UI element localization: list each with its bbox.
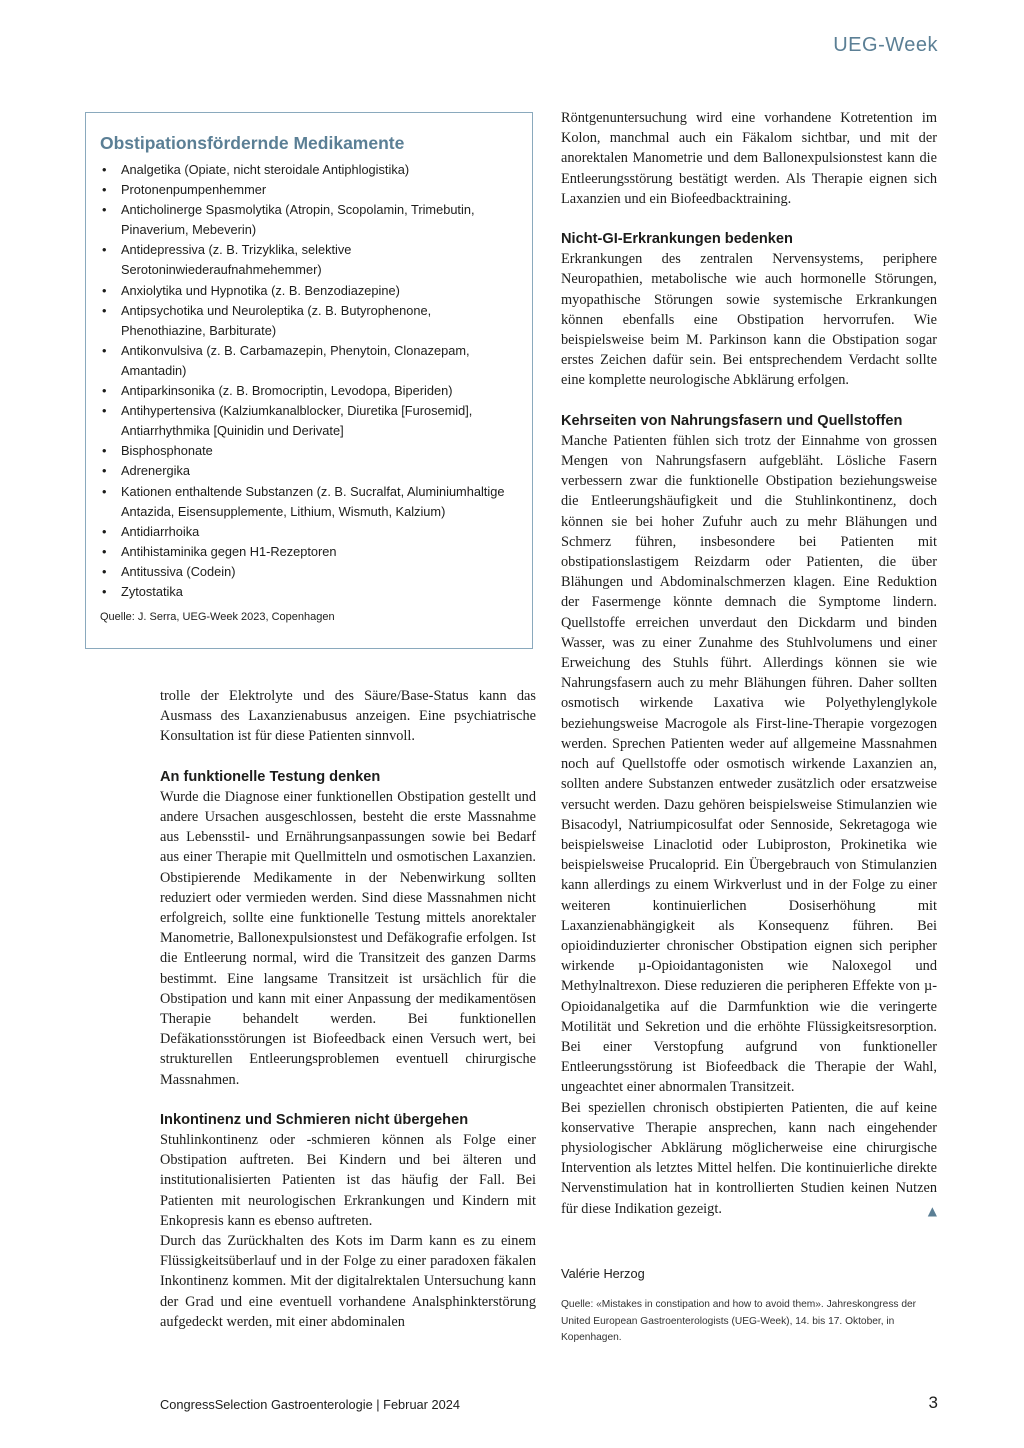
list-item: • Anxiolytika und Hypnotika (z. B. Benzodiazepine) bbox=[100, 281, 516, 301]
paragraph: Erkrankungen des zentralen Nervensystems, periphere Neuropathien, metabolische wie auch hormonelle Störungen, myopathische Störungen sowie systemische Erkrankungen können ebenfalls eine Obstipation hervorrufen. Wie beispielsweise beim M. Parkinson kann die Obstipation sogar erstes Zeichen dafür sein. Bei entsprechendem Verdacht sollte eine komplette neurologische Abklärung erfolgen. bbox=[561, 251, 937, 389]
sidebar-title: Obstipationsfördernde Medikamente bbox=[100, 133, 405, 153]
sidebar-source: Quelle: J. Serra, UEG-Week 2023, Copenhagen bbox=[100, 611, 335, 624]
section-heading: An funktionelle Testung denken bbox=[160, 768, 381, 785]
author-byline: Valérie Herzog bbox=[561, 1266, 645, 1281]
list-item: • Antidepressiva (z. B. Trizyklika, selektive Serotoninwiederaufnahmehemmer) bbox=[100, 240, 516, 280]
running-head: UEG-Week bbox=[833, 34, 938, 56]
list-item: • Antikonvulsiva (z. B. Carbamazepin, Phenytoin, Clonazepam, Amantadin) bbox=[100, 341, 516, 381]
list-item: • Antihypertensiva (Kalziumkanalblocker, Diuretika [Furosemid], Antiarrhythmika [Quinidin und Derivate] bbox=[100, 401, 516, 441]
list-item: • Antitussiva (Codein) bbox=[100, 562, 516, 582]
source-note: Quelle: «Mistakes in constipation and how to avoid them». Jahreskongress der United European Gastroenterologists (UEG-Week), 14. bis 17. Oktober, in Kopenhagen. bbox=[561, 1299, 917, 1343]
left-column bbox=[160, 686, 536, 1332]
list-item: • Antiparkinsonika (z. B. Bromocriptin, Levodopa, Biperiden) bbox=[100, 381, 516, 401]
section-heading: Nicht-GI-Erkrankungen bedenken bbox=[561, 231, 793, 248]
right-column bbox=[561, 108, 937, 1221]
list-item: • Antipsychotika und Neuroleptika (z. B. Butyrophenone, Phenothiazine, Barbiturate) bbox=[100, 301, 516, 341]
paragraph bbox=[561, 1098, 937, 1219]
paragraph-text: Bei speziellen chronisch obstipierten Patienten, die auf keine konservative Therapie ansprechen, kann nach eingehender physiologischer Abklärung möglicherweise eine chirurgische Intervention als letztes Mittel helfen. Die kontinuierliche direkte Nervenstimulation hat in kontrollierten Studien keinen Nutzen für diese Indikation gezeigt. bbox=[561, 1099, 937, 1217]
paragraph: Stuhlinkontinenz oder -schmieren können als Folge einer Obstipation auftreten. Bei Kindern und bei älteren und institutionalisierten Patienten ist das häufig der Fall. Bei Patienten mit neurologischen Erkrankungen und Kindern mit Enkopresis kann es ebenso auftreten. bbox=[160, 1132, 536, 1229]
list-item: • Analgetika (Opiate, nicht steroidale Antiphlogistika) bbox=[100, 160, 516, 180]
section-heading: Inkontinenz und Schmieren nicht übergehen bbox=[160, 1111, 469, 1128]
list-item: • Anticholinerge Spasmolytika (Atropin, Scopolamin, Trimebutin, Pinaverium, Mebeverin) bbox=[100, 200, 516, 240]
paragraph: Durch das Zurückhalten des Kots im Darm kann es zu einem Flüssigkeitsüberlauf und in der Folge zu einer paradoxen fäkalen Inkontinenz kommen. Mit der digitalrektalen Untersuchung kann der Grad und eine eventuell vorhandene Analsphinkterstörung aufgedeckt werden, mit einer abdominalen bbox=[160, 1233, 536, 1330]
end-of-article-icon: ▲ bbox=[927, 1203, 937, 1218]
paragraph: Manche Patienten fühlen sich trotz der Einnahme von grossen Mengen von Nahrungsfasern aufgebläht. Lösliche Fasern verbessern zwar die funktionelle Obstipation beziehungsweise die Entleerungshäufigkeit und die Stuhlinkontinenz, doch können sie bei hoher Zufuhr auch zu mehr Blähungen und Schmerz führen, insbesondere bei Patienten mit obstipationslastigem Reizdarm oder Patienten, die über Blähungen und Abdominalschmerzen klagen. Eine Reduktion der Fasermenge könnte demnach die Symptome lindern. Quellstoffe erreichen unverdaut den Dickdarm und binden Wasser, was zu einer Zunahme des Stuhlvolumens und einer Erweichung des Stuhls führt. Allerdings können sie wie Nahrungsfasern auch zu mehr Blähungen führen. Daher sollten osmotisch wirkende Laxativa wie Polyethylenglykole beziehungsweise Macrogole als First-line-Therapie vorgezogen werden. Sprechen Patienten weder auf allgemeine Massnahmen noch auf Quellstoffe oder osmotisch wirkende Laxanzien an, sollten andere Substanzen entweder zusätzlich oder ersatzweise versucht werden. Dazu gehören beispielsweise Stimulanzien wie Bisacodyl, Natriumpicosulfat oder Sennoside, Sekretagoga wie beispielsweise Linaclotid oder Lubiproston, Prokinetika wie beispielsweise Prucaloprid. Ein Übergebrauch von Stimulanzien kann allerdings zu einem Wirkverlust und in der Folge zu einer weiteren kontinuierlichen Dosiserhöhung mit Laxanzienabhängigkeit als Konsequenz führen. Bei opioidinduzierter chronischer Obstipation eignen sich peripher wirkende µ-Opioidantagonisten wie Naloxegol und Methylnaltrexon. Diese reduzieren die peripheren Effekte von µ-Opioidanalgetika auf die Darmfunktion wie die veringerte Motilität und Sekretion und die erhöhte Flüssigkeitsresorption. Bei einer Verstopfung aufgrund von funktioneller Entleerungsstörung ist Biofeedback die Therapie der Wahl, ungeachtet einer abnormalen Transitzeit. bbox=[561, 432, 937, 1096]
paragraph: Röntgenuntersuchung wird eine vorhandene Kotretention im Kolon, manchmal auch ein Fäkalom sichtbar, und mit der anorektalen Manometrie und dem Ballonexpulsionstest kann die Entleerungsstörung bestätigt werden. Als Therapie eignen sich Laxanzien und ein Biofeedbacktraining. bbox=[561, 110, 937, 207]
list-item: • Bisphosphonate bbox=[100, 441, 516, 461]
list-item: • Zytostatika bbox=[100, 582, 516, 602]
sidebar-box bbox=[85, 112, 533, 649]
footer-publication: CongressSelection Gastroenterologie | Februar 2024 bbox=[160, 1397, 460, 1412]
list-item: • Protonenpumpenhemmer bbox=[100, 180, 516, 200]
paragraph: Wurde die Diagnose einer funktionellen Obstipation gestellt und andere Ursachen ausgeschlossen, besteht die erste Massnahme aus Lebensstil- und Ernährungsanpassungen sowie bei Bedarf aus einer Therapie mit Quellmitteln und osmotischen Laxanzien. Obstipierende Medikamente in der Nebenwirkung sollten reduziert oder vermieden werden. Sind diese Massnahmen nicht erfolgreich, sollte eine funktionelle Testung mittels anorektaler Manometrie, Ballonexpulsionstest und Defäkografie erfolgen. Ist die Entleerung normal, wird die Transitzeit des ganzen Darms bestimmt. Eine langsame Transitzeit ist ursächlich für die Obstipation und kann mit einer Anpassung der medikamentösen Therapie behandelt werden. Bei funktionellen Defäkationsstörungen ist Biofeedback einen Versuch wert, bei strukturellen Entleerungsproblemen eventuell chirurgische Massnahmen. bbox=[160, 788, 536, 1088]
section-heading: Kehrseiten von Nahrungsfasern und Quellstoffen bbox=[561, 412, 903, 429]
page-number: 3 bbox=[928, 1393, 938, 1412]
list-item: • Antihistaminika gegen H1-Rezeptoren bbox=[100, 542, 516, 562]
list-item: • Antidiarrhoika bbox=[100, 522, 516, 542]
paragraph: trolle der Elektrolyte und des Säure/Base-Status kann das Ausmass des Laxanzienabusus anzeigen. Eine psychiatrische Konsultation ist für diese Patienten sinnvoll. bbox=[160, 688, 536, 745]
medication-list bbox=[100, 160, 516, 602]
list-item: • Adrenergika bbox=[100, 461, 516, 481]
list-item: • Kationen enthaltende Substanzen (z. B. Sucralfat, Aluminiumhaltige Antazida, Eisensupplemente, Lithium, Wismuth, Kalzium) bbox=[100, 482, 516, 522]
